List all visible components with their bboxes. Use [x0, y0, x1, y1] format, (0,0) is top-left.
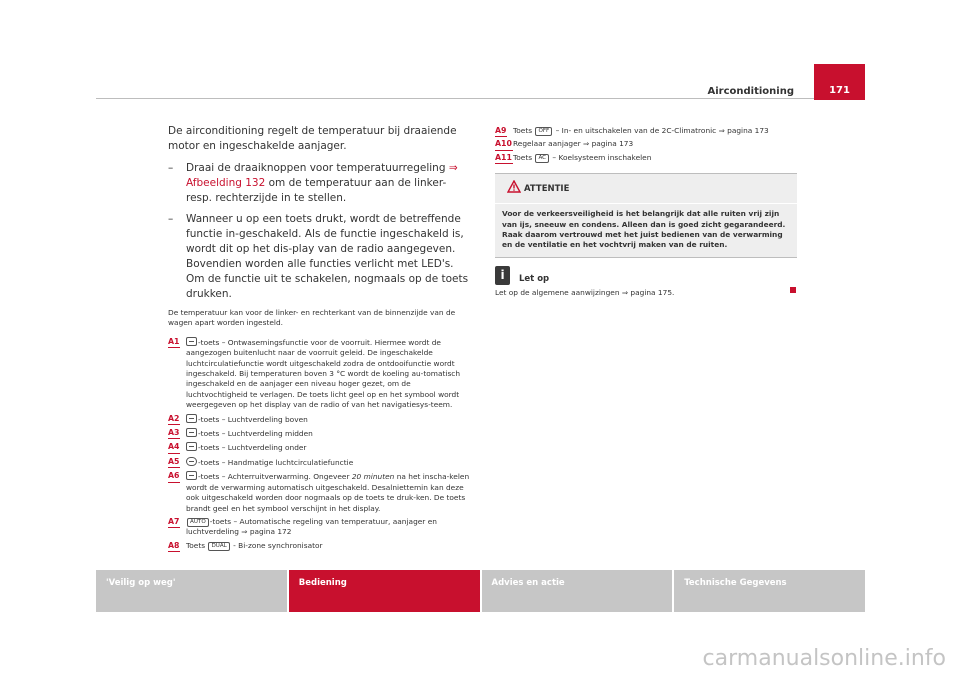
callout-badge: A8: [168, 540, 180, 550]
callout-9: [495, 126, 797, 136]
figure-link[interactable]: ⇒ Afbeelding 132: [186, 162, 458, 189]
callout-7: [168, 517, 472, 538]
rear-window-heating-icon: [186, 471, 197, 480]
footer-tab-technical[interactable]: Technische Gegevens: [674, 570, 865, 612]
warning-header: [495, 174, 797, 204]
dual-key: DUAL: [208, 542, 229, 551]
section-end-marker: [790, 287, 796, 293]
callout-text: -toets – Automatische regeling van temperatuur, aanjager en luchtverdeling ⇒ pagina 172: [186, 516, 437, 537]
callout-2: [168, 414, 472, 425]
callout-text: – Koelsysteem inschakelen: [550, 152, 652, 162]
callout-text: - Bi-zone synchronisator: [230, 540, 323, 550]
warning-title: ATTENTIE: [524, 184, 570, 195]
callout-1: [168, 337, 472, 411]
callout-duration: 20 minuten: [351, 472, 395, 482]
callout-8: [168, 541, 472, 551]
step-text-end: om de temperatuur aan de linker- resp. rechterzijde in te stellen.: [186, 177, 447, 204]
step-2: [168, 212, 472, 302]
air-distribution-down-icon: [186, 442, 197, 451]
callout-prefix: Toets: [513, 152, 535, 162]
auto-key: AUTO: [187, 518, 209, 527]
callout-text: -toets – Ontwasemingsfunctie voor de voorruit. Hiermee wordt de aangezogen buitenlucht naar de voorruit geleid. De ingeschakelde luchtcirculatiefunctie wordt uitgeschakeld zodra de ontdooifunctie wordt ingeschakeld. Bij temperaturen boven 3 °C wordt de koeling au-tomatisch ingeschakeld en de aanjager een niveau hoger gezet, om de luchtvochtigheid te verlagen. De toets licht geel op en het symbool wordt weergegeven op het display van de radio of van het navigatiesys-teem.: [186, 337, 461, 410]
callout-text-end: na het inscha-kelen wordt de verwarming automatisch uitgeschakeld. Desalniettemin kan deze ook uitgeschakeld worden door nogmaals op de toets te druk-ken. De toets brandt geel en het symbool verschijnt in het display.: [186, 472, 470, 513]
temperature-note: De temperatuur kan voor de linker- en rechterkant van de binnenzijde van de wagen apart worden ingesteld.: [168, 308, 456, 328]
air-distribution-middle-icon: [186, 428, 197, 437]
step-dash: –: [168, 162, 174, 174]
callout-prefix: Toets: [513, 126, 535, 135]
callout-badge: A3: [168, 428, 180, 438]
header-divider: [96, 98, 814, 99]
footer-tab-advice[interactable]: Advies en actie: [482, 570, 673, 612]
step-dash: –: [168, 213, 174, 225]
callout-3: [168, 428, 472, 439]
step-1: [168, 161, 472, 206]
off-key: OFF: [535, 127, 552, 136]
callout-prefix: Toets: [186, 540, 208, 550]
callout-4: [168, 442, 472, 453]
note-title: Let op: [519, 273, 550, 284]
callout-11: [495, 153, 797, 163]
note-text: Let op de algemene aanwijzingen ⇒ pagina 175.: [495, 287, 675, 297]
left-column: [168, 124, 472, 554]
page-number: 171: [814, 64, 865, 100]
callout-badge: A2: [168, 413, 180, 423]
ac-key: AC: [535, 154, 549, 163]
warning-triangle-icon: [507, 180, 521, 193]
warning-text: Voor de verkeersveiligheid is het belangrijk dat alle ruiten vrij zijn van ijs, sneeuw en condens. Alleen dan is goed zicht gegarandeerd. Raak daarom vertrouwd met het juist bedienen van de verwarming en de ventilatie en het vochtvrij maken van de ruiten.: [502, 209, 786, 250]
callout-badge: A10: [495, 139, 512, 149]
section-title: Airconditioning: [707, 86, 794, 97]
callout-text: -toets – Luchtverdeling boven: [198, 414, 308, 424]
note-header: [495, 266, 797, 288]
callout-badge: A6: [168, 471, 180, 481]
callout-text: Regelaar aanjager ⇒ pagina 173: [513, 139, 634, 149]
callout-badge: A9: [495, 126, 507, 135]
footer-tab-safety[interactable]: 'Veilig op weg': [96, 570, 287, 612]
callout-5: [168, 457, 472, 468]
callout-badge: A7: [168, 516, 180, 526]
site-watermark: carmanualsonline.info: [702, 646, 946, 671]
intro-paragraph: De airconditioning regelt de temperatuur bij draaiende motor en ingeschakelde aanjager.: [168, 125, 457, 152]
callout-badge: A1: [168, 336, 180, 346]
air-recirculation-icon: [186, 457, 197, 466]
callout-text: -toets – Handmatige luchtcirculatiefunctie: [198, 457, 354, 467]
warning-box: [495, 173, 797, 258]
footer-navigation: [96, 570, 865, 612]
air-distribution-up-icon: [186, 414, 197, 423]
step-text: Draai de draaiknoppen voor temperatuurregeling: [186, 162, 449, 174]
callout-badge: A5: [168, 456, 180, 466]
callout-text: -toets – Achterruitverwarming. Ongeveer: [198, 472, 352, 482]
step-text: Wanneer u op een toets drukt, wordt de betreffende functie in-geschakeld. Als de functie ingeschakeld is, wordt dit op het dis-play van de radio aangegeven. Bovendien worden alle functies verlicht met LED's. Om de functie uit te schakelen, nogmaals op de toets drukken.: [186, 213, 469, 300]
defrost-windscreen-icon: [186, 337, 197, 346]
callout-text: -toets – Luchtverdeling onder: [198, 443, 307, 453]
footer-tab-operation[interactable]: Bediening: [289, 570, 480, 612]
callout-badge: A4: [168, 442, 180, 452]
right-column: [495, 126, 797, 298]
callout-text: -toets – Luchtverdeling midden: [198, 429, 313, 439]
callout-badge: A11: [495, 152, 512, 162]
callout-6: [168, 471, 472, 514]
info-note-icon: i: [495, 266, 510, 285]
callout-text: – In- en uitschakelen van de 2C-Climatronic ⇒ pagina 173: [553, 126, 769, 135]
callout-10: [495, 139, 797, 149]
